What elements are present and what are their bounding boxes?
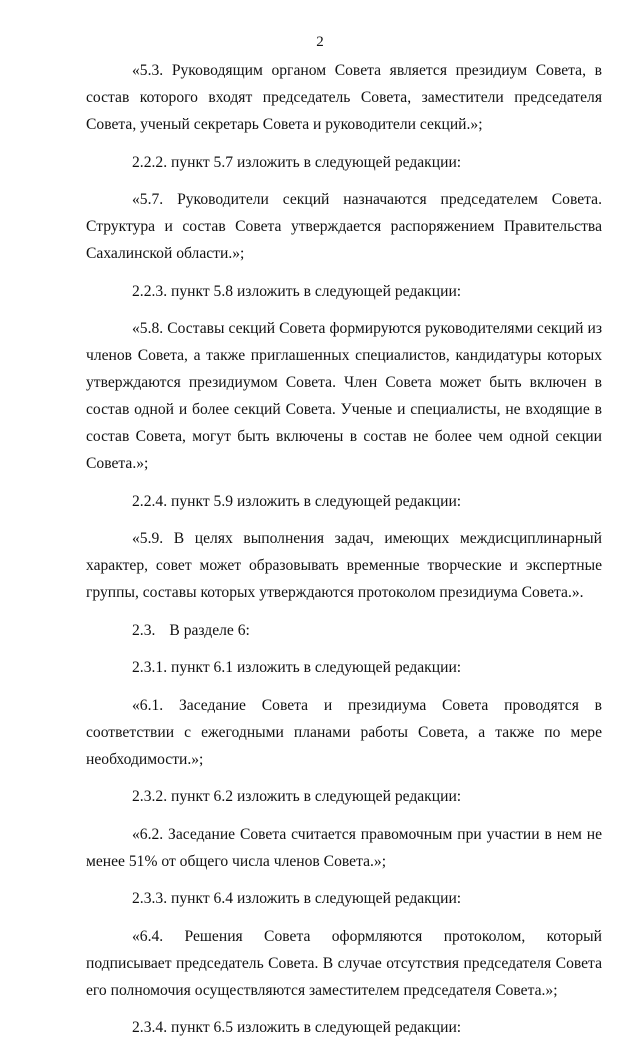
- paragraph-5-7: «5.7. Руководители секций назначаются председателем Совета. Структура и состав Совета утверждается распоряжением Правительства Сахалинской области.»;: [86, 191, 602, 262]
- document-body: [86, 57, 602, 1052]
- paragraph-2-3-3: 2.3.3. пункт 6.4 изложить в следующей редакции:: [132, 890, 462, 907]
- paragraph-5-8: «5.8. Составы секций Совета формируются руководителями секций из членов Совета, а также приглашенных специалистов, кандидатуры которых утверждаются президиумом Совета. Член Совета может быть включен в состав одной и более секций Совета. Ученые и специалисты, не входящие в состав Совета, могут быть включены в состав не более чем одной секции Совета.»;: [86, 320, 602, 472]
- paragraph-6-4: «6.4. Решения Совета оформляются протоколом, который подписывает председатель Совета. В случае отсутствия председателя Совета его полномочия осуществляются заместителем председателя Совета.»;: [86, 927, 602, 999]
- paragraph-2-3-4: 2.3.4. пункт 6.5 изложить в следующей редакции:: [132, 1019, 462, 1036]
- paragraph-5-9: «5.9. В целях выполнения задач, имеющих междисциплинарный характер, совет может образовывать временные творческие и экспертные группы, составы которых утверждаются протоколом президиума Совета.».: [86, 530, 602, 601]
- paragraph-6-1: «6.1. Заседание Совета и президиума Совета проводятся в соответствии с ежегодными планами работы Совета, а также по мере необходимости.»;: [86, 696, 602, 768]
- paragraph-5-3: «5.3. Руководящим органом Совета является президиум Совета, в состав которого входят председатель Совета, заместители председателя Совета, ученый секретарь Совета и руководители секций.»;: [86, 62, 602, 133]
- item-2-3-text: В разделе 6:: [169, 621, 250, 639]
- paragraph-2-3-2: 2.3.2. пункт 6.2 изложить в следующей редакции:: [132, 788, 462, 805]
- paragraph-2-2-4: 2.2.4. пункт 5.9 изложить в следующей редакции:: [132, 492, 462, 510]
- paragraph-2-3-1: 2.3.1. пункт 6.1 изложить в следующей редакции:: [132, 659, 462, 676]
- page-number: 2: [316, 34, 324, 50]
- paragraph-2-3: [86, 617, 602, 644]
- paragraph-6-2: «6.2. Заседание Совета считается правомочным при участии в нем не менее 51% от общего числа членов Совета.»;: [86, 825, 602, 870]
- paragraph-2-2-3: 2.2.3. пункт 5.8 изложить в следующей редакции:: [132, 282, 462, 300]
- item-2-3-number: 2.3.: [132, 621, 156, 639]
- paragraph-2-2-2: 2.2.2. пункт 5.7 изложить в следующей редакции:: [132, 153, 462, 171]
